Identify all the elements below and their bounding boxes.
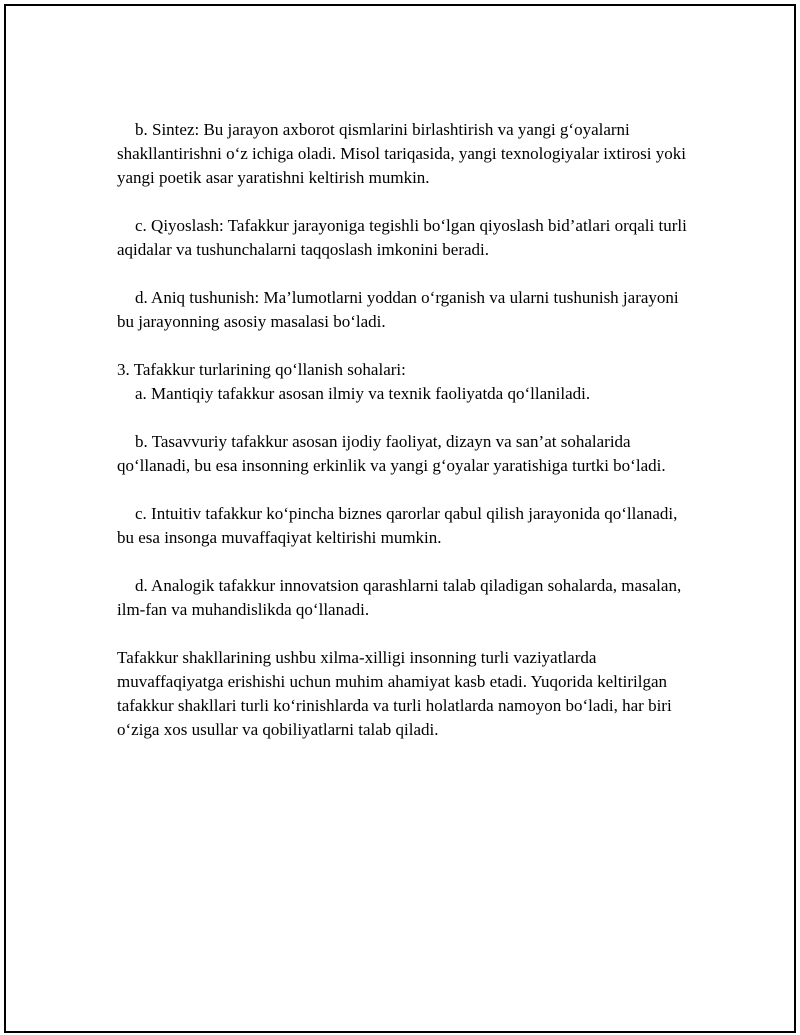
page-content [117, 118, 697, 742]
paragraph-conclusion: Tafakkur shakllarining ushbu xilma-xilligi insonning turli vaziyatlarda muvaffaqiyatga erishishi uchun muhim ahamiyat kasb etadi. Yuqorida keltirilgan tafakkur shakllari turli ko‘rinishlarda va turli holatlarda namoyon bo‘ladi, har biri o‘ziga xos usullar va qobiliyatlarni talab qiladi. [117, 648, 672, 739]
paragraph-analogik-tafakkur: d. Analogik tafakkur innovatsion qarashlarni talab qiladigan sohalarda, masalan, ilm-fan va muhandislikda qo‘llanadi. [117, 576, 682, 619]
paragraph-aniq-tushunish: d. Aniq tushunish: Ma’lumotlarni yoddan o‘rganish va ularni tushunish jarayoni bu jarayonning asosiy masalasi bo‘ladi. [117, 288, 679, 331]
section-heading-qollanish-sohalari: 3. Tafakkur turlarining qo‘llanish sohalari: [117, 360, 406, 379]
paragraph-sintez: b. Sintez: Bu jarayon axborot qismlarini birlashtirish va yangi g‘oyalarni shakllantirishni o‘z ichiga oladi. Misol tariqasida, yangi texnologiyalar ixtirosi yoki yangi poetik asar yaratishni keltirish mumkin. [117, 120, 686, 187]
paragraph-mantiqiy-tafakkur: a. Mantiqiy tafakkur asosan ilmiy va texnik faoliyatda qo‘llaniladi. [135, 384, 591, 403]
paragraph-intuitiv-tafakkur: c. Intuitiv tafakkur ko‘pincha biznes qarorlar qabul qilish jarayonida qo‘llanadi, bu esa insonga muvaffaqiyat keltirishi mumkin. [117, 504, 678, 547]
paragraph-qiyoslash: c. Qiyoslash: Tafakkur jarayoniga tegishli bo‘lgan qiyoslash bid’atlari orqali turli aqidalar va tushunchalarni taqqoslash imkonini beradi. [117, 216, 687, 259]
paragraph-tasavvuriy-tafakkur: b. Tasavvuriy tafakkur asosan ijodiy faoliyat, dizayn va san’at sohalarida qo‘llanadi, bu esa insonning erkinlik va yangi g‘oyalar yaratishiga turtki bo‘ladi. [117, 432, 666, 475]
